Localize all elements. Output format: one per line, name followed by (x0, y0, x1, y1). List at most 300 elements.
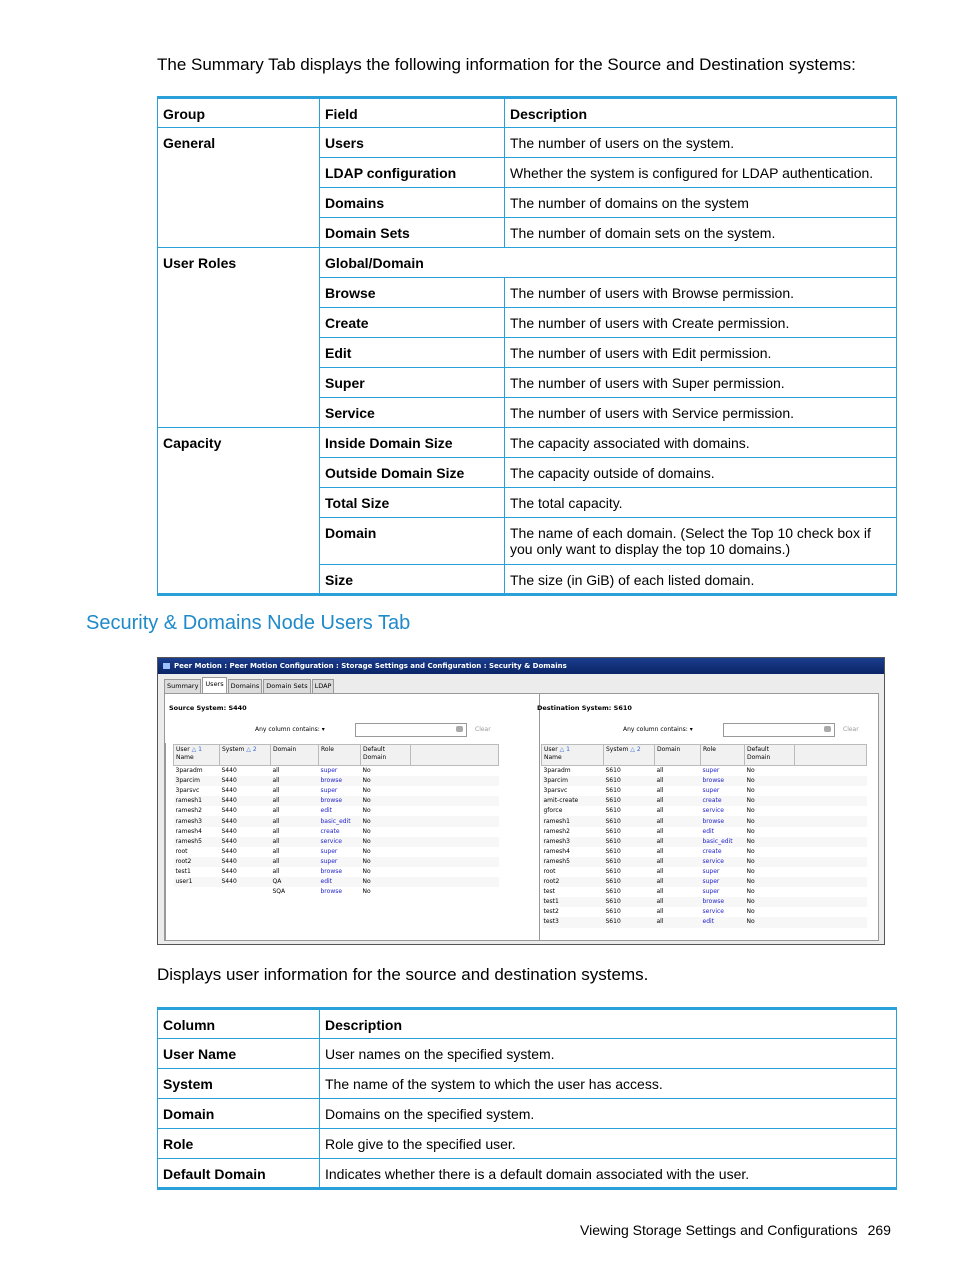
field-cell: Domain (320, 518, 505, 565)
filter-label[interactable]: Any column contains: ▾ (255, 726, 325, 733)
table-cell: S440 (220, 776, 271, 786)
field-cell: Browse (320, 278, 505, 308)
table-cell: all (272, 847, 280, 855)
table-cell: QA (271, 877, 319, 887)
table-cell: user1 (174, 877, 220, 887)
table-cell: S610 (605, 888, 621, 896)
table-cell: all (656, 847, 664, 855)
dest-users-table (541, 744, 867, 928)
table-row[interactable] (542, 857, 867, 867)
table-row[interactable] (542, 837, 867, 847)
table-cell: No (362, 767, 371, 775)
table-cell: No (745, 796, 795, 806)
filler-cell (411, 847, 499, 857)
table-cell: No (746, 847, 755, 855)
table-cell: edit (702, 827, 715, 835)
table-cell: No (746, 827, 755, 835)
table-cell: all (656, 827, 664, 835)
users-tab-screenshot (157, 657, 885, 945)
column-default-domain[interactable]: Default Domain (745, 745, 795, 766)
table-row[interactable] (542, 776, 867, 786)
table-cell: all (271, 776, 319, 786)
table-cell: S440 (220, 877, 271, 887)
table-row[interactable] (542, 887, 867, 897)
table-cell: No (745, 776, 795, 786)
table-cell: all (272, 867, 280, 875)
filler-cell (411, 786, 499, 796)
table-cell: all (656, 867, 664, 875)
table-cell: No (745, 917, 795, 927)
table-cell: all (655, 837, 701, 847)
filler-cell (795, 786, 867, 796)
filler-cell (795, 907, 867, 917)
table-cell: root (175, 847, 188, 855)
filler-cell (795, 776, 867, 786)
source-rows (174, 766, 499, 898)
table-cell: all (655, 877, 701, 887)
field-cell: Domain Sets (320, 218, 505, 248)
table-cell: S440 (221, 787, 237, 795)
filler-cell (795, 847, 867, 857)
table-cell: test3 (542, 917, 604, 927)
table-cell: No (746, 908, 755, 916)
table-cell: S610 (605, 787, 621, 795)
clear-button[interactable]: Clear (843, 726, 859, 733)
field-cell: Outside Domain Size (320, 458, 505, 488)
table-row[interactable] (542, 827, 867, 837)
table-cell: S610 (604, 857, 655, 867)
filler-cell (795, 837, 867, 847)
filter-input[interactable] (723, 723, 835, 737)
tab-summary[interactable]: Summary (164, 679, 201, 693)
tab-domain-sets[interactable]: Domain Sets (263, 679, 310, 693)
divider (165, 743, 166, 940)
table-cell: ramesh3 (542, 837, 604, 847)
table-cell: No (362, 888, 371, 896)
table-cell: ramesh1 (174, 796, 220, 806)
table-cell: 3parcim (174, 776, 220, 786)
desc-cell: Indicates whether there is a default domain associated with the user. (320, 1159, 897, 1189)
column-system[interactable]: System △ 2 (604, 745, 655, 766)
table-cell: S610 (604, 776, 655, 786)
column-name-cell: Role (158, 1129, 320, 1159)
source-users-table (173, 744, 499, 897)
table-cell: 3parsvc (175, 787, 200, 795)
field-cell: LDAP configuration (320, 158, 505, 188)
table-cell: No (745, 837, 795, 847)
table-cell: all (271, 816, 319, 826)
filler-cell (411, 776, 499, 786)
section-title: Security & Domains Node Users Tab (86, 612, 411, 634)
table-cell: super (702, 867, 720, 875)
table-cell: root (543, 867, 556, 875)
clear-icon[interactable] (824, 726, 831, 732)
table-cell: service (702, 807, 724, 815)
table-row[interactable] (174, 887, 499, 897)
table-cell: No (746, 888, 755, 896)
table-cell: ramesh5 (174, 837, 220, 847)
table-cell: all (271, 796, 319, 806)
table-cell: super (319, 857, 361, 867)
desc-cell: The number of domain sets on the system. (505, 218, 897, 248)
table-cell: S440 (220, 837, 271, 847)
column-domain[interactable]: Domain (271, 745, 319, 766)
table-cell: browse (319, 796, 361, 806)
summary-table (157, 96, 897, 596)
table-cell: No (361, 837, 411, 847)
tab-bar (164, 679, 335, 693)
table-cell: browse (701, 897, 745, 907)
table-cell: S440 (221, 847, 237, 855)
table-cell: ramesh1 (542, 816, 604, 826)
column-default-domain[interactable]: Default Domain (361, 745, 411, 766)
dest-title: Destination System: S610 (537, 704, 632, 712)
table-cell: all (655, 816, 701, 826)
table-cell: edit (319, 877, 361, 887)
field-cell: Domains (320, 188, 505, 218)
table-row[interactable] (174, 816, 499, 826)
table-cell: super (701, 877, 745, 887)
group-general: General (158, 128, 320, 248)
table-cell: all (656, 787, 664, 795)
column-user-name[interactable]: User △ 1 Name (174, 745, 220, 766)
table-cell: root2 (542, 877, 604, 887)
filler-cell (795, 827, 867, 837)
table-cell: ramesh5 (542, 857, 604, 867)
table-cell: super (702, 888, 720, 896)
table-cell: S610 (604, 796, 655, 806)
table-cell: all (655, 796, 701, 806)
clear-button[interactable]: Clear (475, 726, 491, 733)
table-row[interactable] (174, 867, 499, 877)
table-row[interactable] (174, 786, 499, 796)
table-cell: root2 (174, 857, 220, 867)
table-cell: No (361, 796, 411, 806)
header-group: Group (158, 98, 320, 128)
table-cell: test1 (175, 867, 191, 875)
table-cell: S610 (604, 917, 655, 927)
filler-cell (411, 806, 499, 816)
desc-cell: User names on the specified system. (320, 1039, 897, 1069)
column-filler (795, 745, 867, 766)
desc-cell: The size (in GiB) of each listed domain. (505, 565, 897, 595)
desc-cell: The number of users with Super permission. (505, 368, 897, 398)
table-cell: all (655, 857, 701, 867)
table-cell: 3paradm (175, 767, 203, 775)
column-role[interactable]: Role (701, 745, 745, 766)
table-cell: S440 (220, 796, 271, 806)
table-row[interactable] (174, 806, 499, 816)
table-cell: create (701, 796, 745, 806)
field-cell: Total Size (320, 488, 505, 518)
filler-cell (795, 857, 867, 867)
table-cell: No (745, 897, 795, 907)
table-cell: S610 (605, 767, 621, 775)
table-cell: No (361, 776, 411, 786)
filler-cell (411, 887, 499, 897)
table-cell: create (320, 827, 340, 835)
table-row[interactable] (542, 786, 867, 796)
table-cell: test (543, 888, 556, 896)
table-cell: 3parcim (542, 776, 604, 786)
table-cell: No (745, 816, 795, 826)
table-cell: No (746, 867, 755, 875)
desc-cell: The capacity associated with domains. (505, 428, 897, 458)
filler-cell (795, 887, 867, 897)
table-cell: ramesh4 (543, 847, 570, 855)
table-row[interactable] (542, 867, 867, 877)
field-cell: Service (320, 398, 505, 428)
table-cell: No (362, 847, 371, 855)
tab-ldap[interactable]: LDAP (312, 679, 335, 693)
field-cell: Users (320, 128, 505, 158)
chevron-down-icon: ▾ (321, 726, 325, 733)
table-row[interactable] (542, 917, 867, 927)
table-cell: S610 (605, 807, 621, 815)
table-cell: service (702, 908, 724, 916)
field-cell: Edit (320, 338, 505, 368)
table-cell: S440 (221, 767, 237, 775)
table-cell: No (746, 807, 755, 815)
table-cell: browse (320, 888, 343, 896)
table-cell: amit-create (542, 796, 604, 806)
table-cell: service (319, 837, 361, 847)
field-cell: Create (320, 308, 505, 338)
table-row[interactable] (542, 806, 867, 816)
filler-cell (795, 796, 867, 806)
field-cell: Inside Domain Size (320, 428, 505, 458)
dest-panel (533, 694, 873, 940)
column-filler (411, 745, 499, 766)
filler-cell (795, 766, 867, 777)
table-cell: No (361, 877, 411, 887)
page-footer (580, 1222, 891, 1238)
filler-cell (411, 837, 499, 847)
table-cell: test1 (542, 897, 604, 907)
table-row[interactable] (174, 796, 499, 806)
table-cell: all (656, 767, 664, 775)
table-cell: S610 (605, 867, 621, 875)
users-tab-description: Displays user information for the source and destination systems. (157, 965, 649, 984)
footer-title: Viewing Storage Settings and Configurations (580, 1222, 858, 1238)
field-cell: Super (320, 368, 505, 398)
table-row[interactable] (174, 776, 499, 786)
table-cell: No (745, 877, 795, 887)
table-row[interactable] (174, 847, 499, 857)
table-cell: S610 (604, 816, 655, 826)
table-row[interactable] (174, 837, 499, 847)
dest-rows (542, 766, 867, 928)
desc-cell: The name of each domain. (Select the Top 10 check box if you only want to display the top 10 domains.) (505, 518, 897, 565)
desc-cell: The number of users on the system. (505, 128, 897, 158)
table-cell (174, 887, 220, 897)
table-cell: S440 (221, 867, 237, 875)
column-name-cell: System (158, 1069, 320, 1099)
table-cell: 3paradm (543, 767, 571, 775)
table-cell: ramesh2 (175, 807, 202, 815)
chevron-down-icon: ▾ (689, 726, 693, 733)
table-cell: all (271, 837, 319, 847)
header-column: Column (158, 1009, 320, 1039)
column-user-name[interactable]: User △ 1 Name (542, 745, 604, 766)
table-cell: super (320, 847, 338, 855)
group-capacity: Capacity (158, 428, 320, 595)
table-cell: S440 (221, 807, 237, 815)
table-cell: all (656, 888, 664, 896)
table-cell: all (656, 908, 664, 916)
table-cell: SQA (272, 888, 286, 896)
table-cell: create (702, 847, 722, 855)
users-pane (164, 693, 879, 941)
table-cell: 3parsvc (543, 787, 568, 795)
filler-cell (411, 816, 499, 826)
table-cell: basic_edit (701, 837, 745, 847)
table-cell: No (362, 827, 371, 835)
table-cell: test2 (543, 908, 559, 916)
filler-cell (795, 877, 867, 887)
table-cell: S610 (605, 847, 621, 855)
window-title-bar (158, 658, 884, 674)
column-role[interactable]: Role (319, 745, 361, 766)
table-cell: S610 (604, 837, 655, 847)
table-cell: S440 (220, 857, 271, 867)
table-cell: basic_edit (319, 816, 361, 826)
filler-cell (411, 827, 499, 837)
filler-cell (411, 796, 499, 806)
table-cell: No (361, 857, 411, 867)
column-name-cell: Default Domain (158, 1159, 320, 1189)
columns-table (157, 1007, 897, 1190)
table-row[interactable] (174, 827, 499, 837)
filler-cell (795, 816, 867, 826)
table-cell: No (745, 857, 795, 867)
table-row[interactable] (174, 766, 499, 777)
table-cell: all (655, 917, 701, 927)
table-cell: No (362, 867, 371, 875)
table-cell: super (320, 787, 338, 795)
table-cell: super (702, 787, 720, 795)
table-cell: S610 (604, 877, 655, 887)
clear-icon[interactable] (456, 726, 463, 732)
table-cell: all (272, 767, 280, 775)
desc-cell: The total capacity. (505, 488, 897, 518)
table-cell: edit (320, 807, 333, 815)
table-cell: browse (701, 816, 745, 826)
table-cell: No (746, 767, 755, 775)
desc-cell: The name of the system to which the user has access. (320, 1069, 897, 1099)
table-row[interactable] (174, 877, 499, 887)
filler-cell (411, 877, 499, 887)
table-cell: super (320, 767, 338, 775)
table-cell: gforce (543, 807, 563, 815)
table-cell: all (272, 827, 280, 835)
filler-cell (411, 867, 499, 877)
header-description: Description (320, 1009, 897, 1039)
header-description: Description (505, 98, 897, 128)
table-cell (220, 887, 271, 897)
group-user-roles: User Roles (158, 248, 320, 428)
table-cell: No (746, 787, 755, 795)
table-row[interactable] (174, 857, 499, 867)
table-row[interactable] (542, 907, 867, 917)
field-cell: Global/Domain (320, 248, 897, 278)
table-cell: all (656, 807, 664, 815)
tab-domains[interactable]: Domains (228, 679, 263, 693)
table-cell: super (702, 767, 720, 775)
desc-cell: Role give to the specified user. (320, 1129, 897, 1159)
table-cell: S610 (605, 908, 621, 916)
desc-cell: The number of users with Browse permission. (505, 278, 897, 308)
source-title: Source System: S440 (169, 704, 247, 712)
table-cell: No (362, 807, 371, 815)
table-cell: browse (320, 867, 343, 875)
table-cell: all (655, 776, 701, 786)
page-number: 269 (867, 1222, 891, 1238)
column-name-cell: Domain (158, 1099, 320, 1129)
table-cell: S610 (604, 897, 655, 907)
column-system[interactable]: System △ 2 (220, 745, 271, 766)
window-title: Peer Motion : Peer Motion Configuration : Storage Settings and Configuration : Security & Domains (174, 662, 567, 670)
desc-cell: The number of users with Service permission. (505, 398, 897, 428)
filler-cell (795, 806, 867, 816)
filler-cell (795, 897, 867, 907)
table-cell: all (272, 807, 280, 815)
table-row[interactable] (542, 847, 867, 857)
table-cell: all (271, 857, 319, 867)
desc-cell: The number of domains on the system (505, 188, 897, 218)
table-row[interactable] (542, 816, 867, 826)
table-cell: S610 (605, 827, 621, 835)
intro-text: The Summary Tab displays the following information for the Source and Destination systems: (157, 55, 856, 74)
desc-cell: Domains on the specified system. (320, 1099, 897, 1129)
filter-label[interactable]: Any column contains: ▾ (623, 726, 693, 733)
table-cell: S440 (221, 827, 237, 835)
table-cell: service (701, 857, 745, 867)
table-cell: browse (701, 776, 745, 786)
filler-cell (411, 857, 499, 867)
table-row[interactable] (542, 796, 867, 806)
desc-cell: Whether the system is configured for LDAP authentication. (505, 158, 897, 188)
table-row[interactable] (542, 877, 867, 887)
table-cell: all (655, 897, 701, 907)
app-icon (163, 663, 170, 669)
table-cell: ramesh2 (543, 827, 570, 835)
table-cell: No (362, 787, 371, 795)
desc-cell: The capacity outside of domains. (505, 458, 897, 488)
filter-input[interactable] (355, 723, 467, 737)
table-cell: S440 (220, 816, 271, 826)
header-field: Field (320, 98, 505, 128)
table-cell: No (361, 816, 411, 826)
filler-cell (795, 917, 867, 927)
tab-users[interactable]: Users (202, 677, 226, 693)
table-cell: ramesh4 (175, 827, 202, 835)
desc-cell: The number of users with Create permission. (505, 308, 897, 338)
desc-cell: The number of users with Edit permission. (505, 338, 897, 368)
filler-cell (411, 766, 499, 777)
filler-cell (795, 867, 867, 877)
table-row[interactable] (542, 766, 867, 777)
table-cell: edit (701, 917, 745, 927)
table-cell: all (272, 787, 280, 795)
table-row[interactable] (542, 897, 867, 907)
source-panel (165, 694, 505, 940)
column-name-cell: User Name (158, 1039, 320, 1069)
column-domain[interactable]: Domain (655, 745, 701, 766)
table-cell: ramesh3 (174, 816, 220, 826)
table-cell: browse (319, 776, 361, 786)
field-cell: Size (320, 565, 505, 595)
